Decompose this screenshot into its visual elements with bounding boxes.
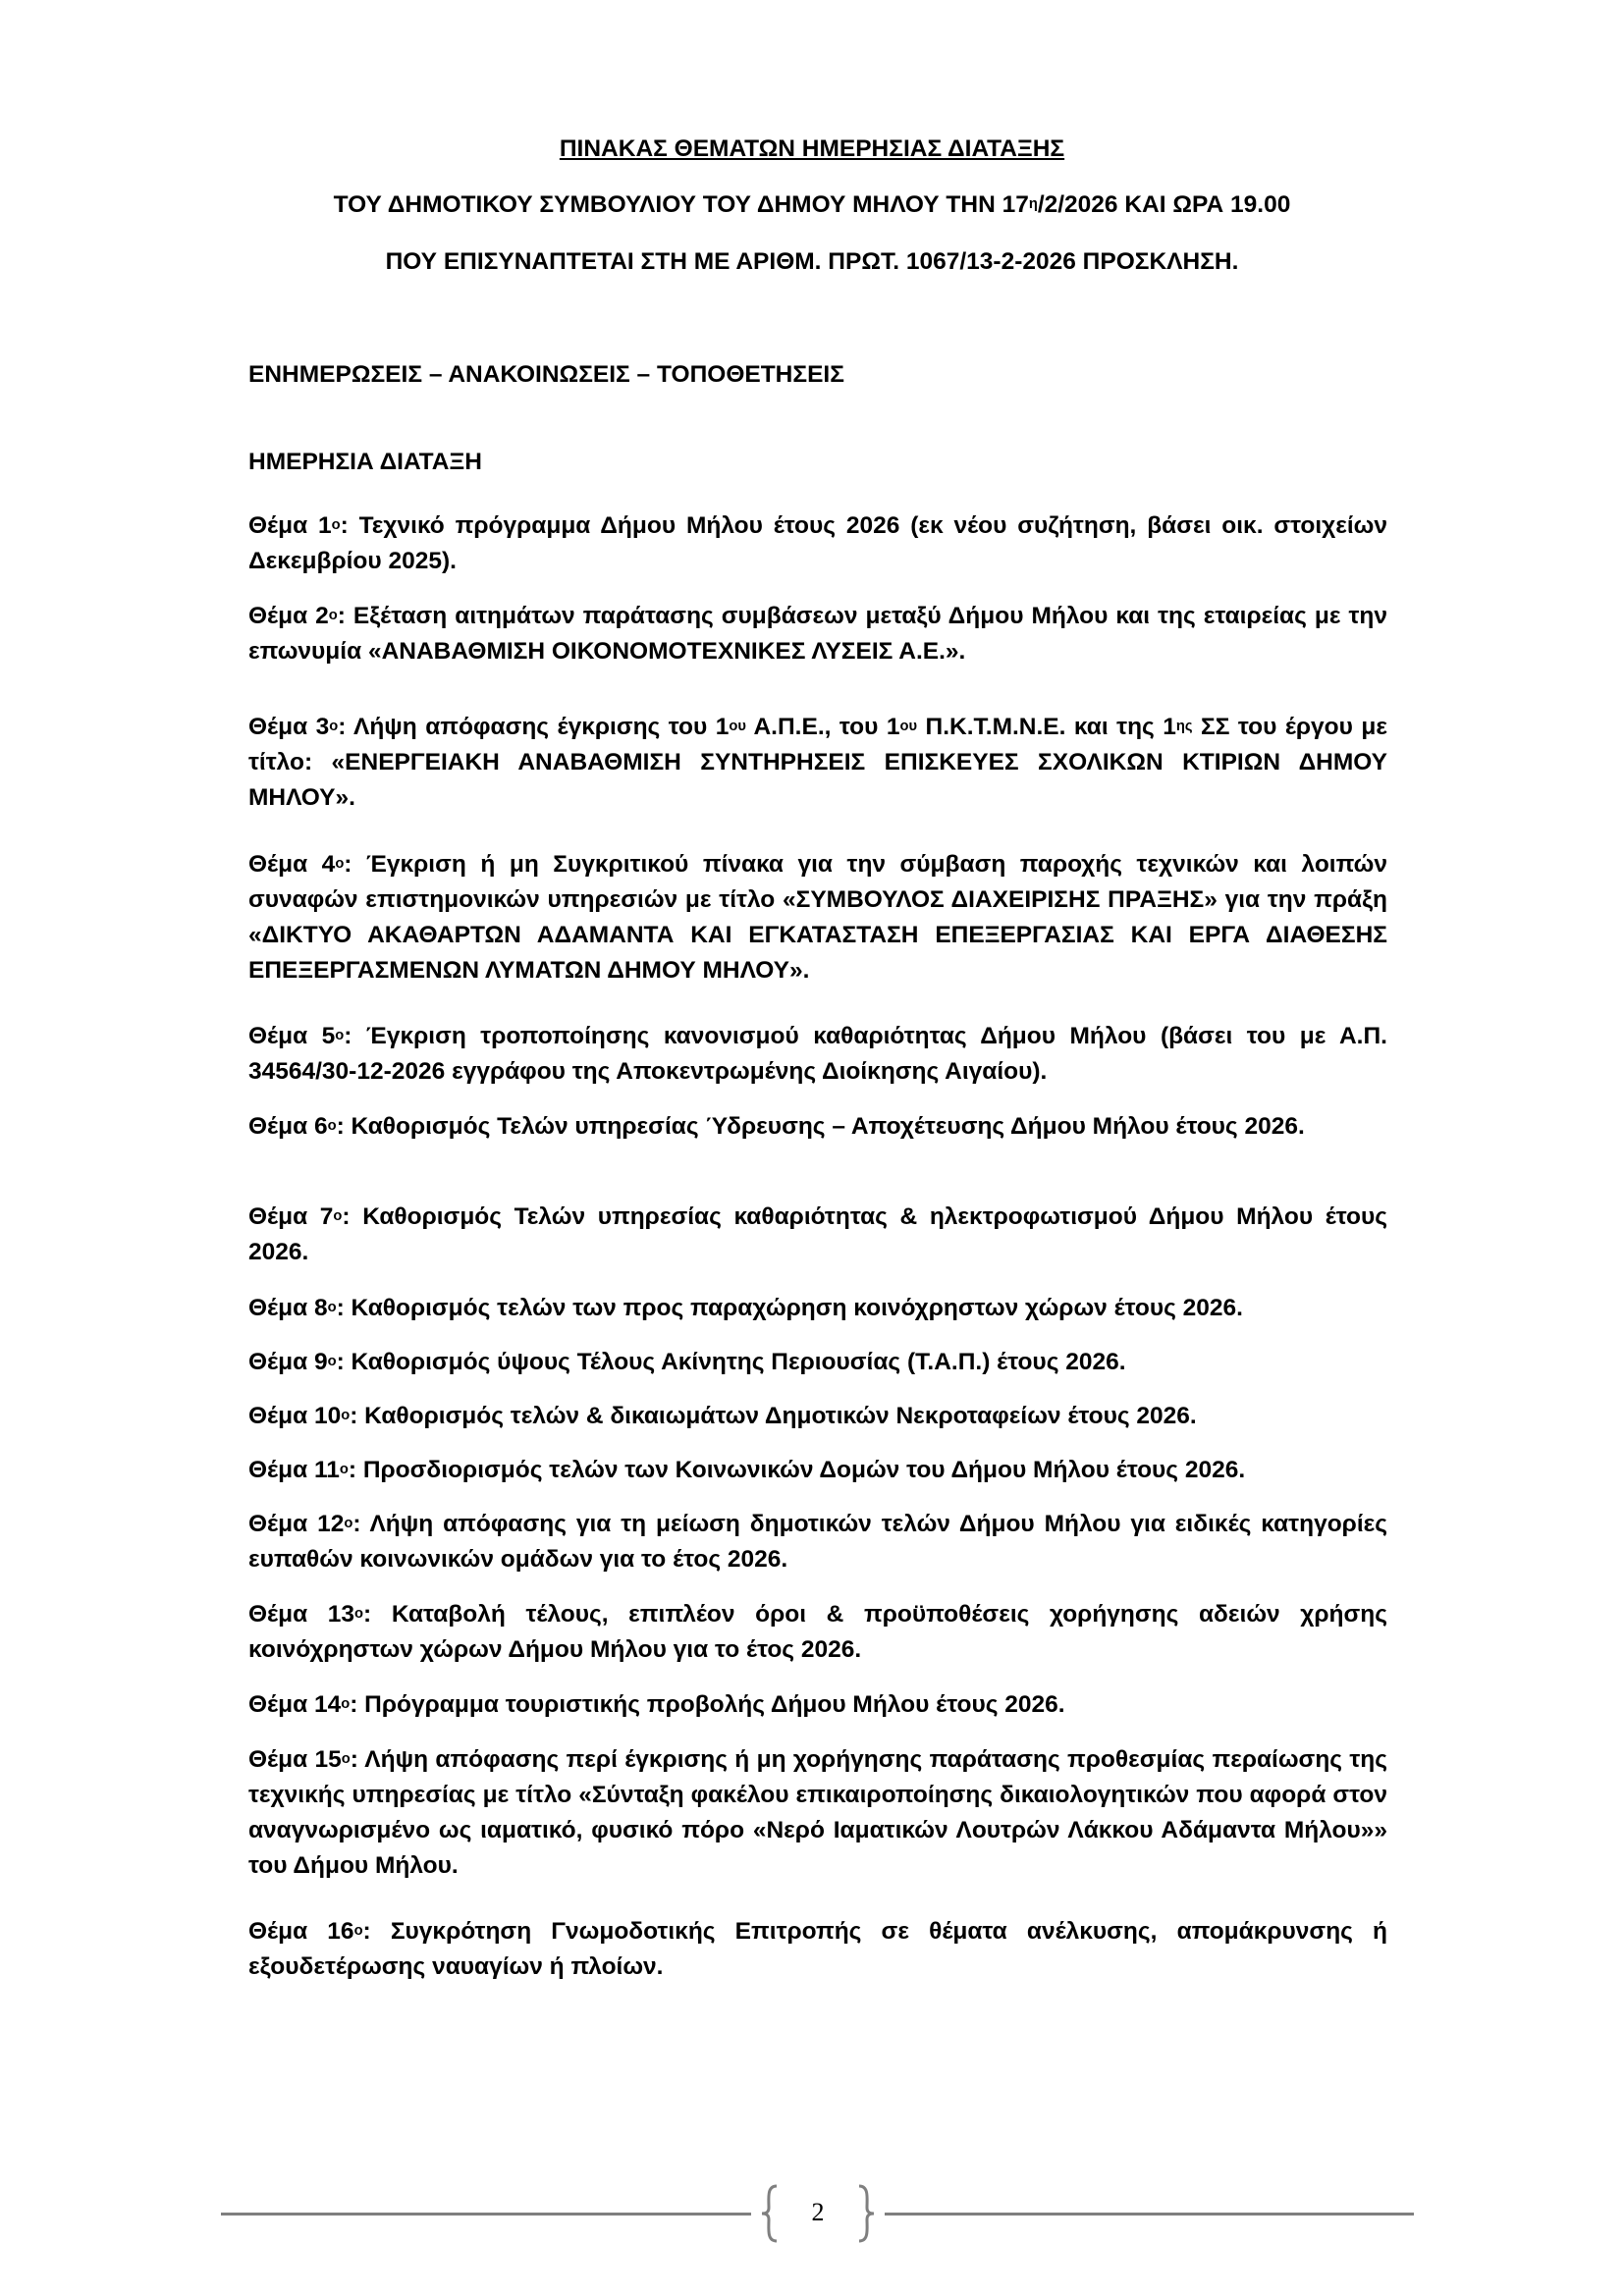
agenda-subject: [248, 1109, 1387, 1145]
subject-ordinal: ο: [327, 1354, 337, 1370]
agenda-subject: [248, 1200, 1387, 1270]
agenda-subject: [248, 1597, 1387, 1668]
subject-number: Θέμα 9: [248, 1349, 328, 1375]
footer-rule-right: [885, 2213, 1414, 2216]
meeting-line: [0, 190, 1624, 220]
subject-ordinal: ης: [1175, 719, 1193, 735]
subject-text: : Καθορισμός ύψους Τέλους Ακίνητης Περιουσίας (Τ.Α.Π.) έτους 2026.: [336, 1349, 1126, 1375]
meeting-line-date-time: /2/2026 ΚΑΙ ΩΡΑ 19.00: [1037, 191, 1291, 218]
subject-ordinal: ο: [339, 1462, 349, 1478]
agenda-subject: [248, 710, 1387, 816]
meeting-line-text: ΤΟΥ ΔΗΜΟΤΙΚΟΥ ΣΥΜΒΟΥΛΙΟΥ ΤΟΥ ΔΗΜΟΥ ΜΗΛΟΥ ΤΗΝ 17: [333, 191, 1029, 218]
subject-ordinal: ο: [327, 1300, 337, 1316]
subject-text: Π.Κ.Τ.Μ.Ν.Ε. και της 1: [917, 714, 1176, 740]
left-brace-icon: [759, 2184, 779, 2243]
agenda-subject: [248, 1019, 1387, 1090]
subject-number: Θέμα 5: [248, 1023, 336, 1049]
invitation-line: ΠΟΥ ΕΠΙΣΥΝΑΠΤΕΤΑΙ ΣΤΗ ΜΕ ΑΡΙΘΜ. ΠΡΩΤ. 1067/13-2-2026 ΠΡΟΣΚΛΗΣΗ.: [385, 248, 1239, 275]
section-announcements: ΕΝΗΜΕΡΩΣΕΙΣ – ΑΝΑΚΟΙΝΩΣΕΙΣ – ΤΟΠΟΘΕΤΗΣΕΙΣ: [248, 361, 844, 388]
subject-ordinal: ο: [329, 719, 339, 735]
subject-text: : Καθορισμός τελών & δικαιωμάτων Δημοτικών Νεκροταφείων έτους 2026.: [350, 1403, 1197, 1429]
subject-ordinal: ο: [335, 1028, 345, 1044]
subject-text: : Συγκρότηση Γνωμοδοτικής Επιτροπής σε θέματα ανέλκυσης, απομάκρυνσης ή εξουδετέρωσης ναυαγίων ή πλοίων.: [248, 1918, 1387, 1980]
subject-ordinal: ο: [344, 1516, 353, 1532]
subject-number: Θέμα 8: [248, 1295, 328, 1321]
subject-text: : Πρόγραμμα τουριστικής προβολής Δήμου Μήλου έτους 2026.: [350, 1691, 1065, 1718]
subject-text: : Λήψη απόφασης για τη μείωση δημοτικών τελών Δήμου Μήλου για ειδικές κατηγορίες ευπαθών κοινωνικών ομάδων για το έτος 2026.: [248, 1511, 1387, 1573]
subject-ordinal: ο: [327, 1118, 337, 1135]
subject-text: : Καθορισμός τελών των προς παραχώρηση κοινόχρηστων χώρων έτους 2026.: [336, 1295, 1243, 1321]
subject-ordinal: ο: [354, 1606, 364, 1623]
meeting-line-superscript: η: [1028, 196, 1038, 213]
subject-number: Θέμα 14: [248, 1691, 342, 1718]
agenda-subject: [248, 1914, 1387, 1985]
subject-number: Θέμα 16: [248, 1918, 354, 1945]
subject-number: Θέμα 3: [248, 714, 330, 740]
subject-ordinal: ο: [328, 608, 338, 624]
agenda-subject: [248, 847, 1387, 988]
agenda-subject: [248, 1687, 1387, 1723]
page-number: 2: [811, 2198, 825, 2226]
subject-text: : Καταβολή τέλους, επιπλέον όροι & προϋποθέσεις χορήγησης αδειών χρήσης κοινόχρηστων χώρων Δήμου Μήλου για το έτος 2026.: [248, 1601, 1387, 1663]
subject-text: : Λήψη απόφασης έγκρισης του 1: [338, 714, 730, 740]
subject-number: Θέμα 6: [248, 1113, 328, 1140]
subject-ordinal: ου: [729, 719, 746, 735]
agenda-subject: [248, 1453, 1387, 1488]
subject-number: Θέμα 11: [248, 1457, 340, 1483]
subject-ordinal: ο: [341, 1408, 351, 1424]
subject-text: : Καθορισμός Τελών υπηρεσίας καθαριότητας & ηλεκτροφωτισμού Δήμου Μήλου έτους 2026.: [248, 1203, 1387, 1265]
page-footer: [221, 2184, 1414, 2243]
right-brace-icon: [857, 2184, 877, 2243]
subject-number: Θέμα 10: [248, 1403, 342, 1429]
subject-number: Θέμα 2: [248, 603, 329, 629]
subject-ordinal: ο: [335, 856, 345, 873]
subject-ordinal: ο: [353, 1923, 363, 1940]
subject-text: Α.Π.Ε., του 1: [745, 714, 900, 740]
subject-ordinal: ο: [333, 1208, 343, 1225]
subject-ordinal: ο: [341, 1696, 351, 1713]
agenda-subject: [248, 508, 1387, 579]
subject-number: Θέμα 1: [248, 512, 332, 539]
subject-text: : Έγκριση τροποποίησης κανονισμού καθαριότητας Δήμου Μήλου (βάσει του με Α.Π. 34564/30-12-2026 εγγράφου της Αποκεντρωμένης Διοίκησης Αιγαίου).: [248, 1023, 1387, 1085]
agenda-subject: [248, 599, 1387, 669]
subject-ordinal: ο: [331, 517, 341, 534]
agenda-subject: [248, 1399, 1387, 1434]
subject-text: : Καθορισμός Τελών υπηρεσίας Ύδρευσης – Αποχέτευσης Δήμου Μήλου έτους 2026.: [336, 1113, 1305, 1140]
agenda-subject: [248, 1742, 1387, 1884]
subject-number: Θέμα 13: [248, 1601, 355, 1628]
subject-number: Θέμα 12: [248, 1511, 345, 1537]
subject-text: : Τεχνικό πρόγραμμα Δήμου Μήλου έτους 2026 (εκ νέου συζήτηση, βάσει οικ. στοιχείων Δεκεμβρίου 2025).: [248, 512, 1387, 574]
subject-number: Θέμα 15: [248, 1746, 342, 1773]
agenda-subject: [248, 1345, 1387, 1380]
footer-rule-left: [221, 2213, 751, 2216]
subject-text: : Προσδιορισμός τελών των Κοινωνικών Δομών του Δήμου Μήλου έτους 2026.: [348, 1457, 1246, 1483]
agenda-subject: [248, 1291, 1387, 1326]
subject-ordinal: ο: [341, 1751, 351, 1768]
agenda-subject: [248, 1507, 1387, 1577]
document-title: ΠΙΝΑΚΑΣ ΘΕΜΑΤΩΝ ΗΜΕΡΗΣΙΑΣ ΔΙΑΤΑΞΗΣ: [559, 135, 1065, 162]
subject-number: Θέμα 7: [248, 1203, 334, 1230]
subject-text: ΣΣ του έργου με τίτλο: «ΕΝΕΡΓΕΙΑΚΗ ΑΝΑΒΑΘΜΙΣΗ ΣΥΝΤΗΡΗΣΕΙΣ ΕΠΙΣΚΕΥΕΣ ΣΧΟΛΙΚΩΝ ΚΤΙΡΙΩΝ ΔΗΜΟΥ ΜΗΛΟΥ».: [248, 714, 1387, 811]
subject-text: : Έγκριση ή μη Συγκριτικού πίνακα για την σύμβαση παροχής τεχνικών και λοιπών συναφών επιστημονικών υπηρεσιών με τίτλο «ΣΥΜΒΟΥΛΟΣ ΔΙΑΧΕΙΡΙΣΗΣ ΠΡΑΞΗΣ» για την πράξη «ΔΙΚΤΥΟ ΑΚΑΘΑΡΤΩΝ ΑΔΑΜΑΝΤΑ ΚΑΙ ΕΓΚΑΤΑΣΤΑΣΗ ΕΠΕΞΕΡΓΑΣΙΑΣ ΚΑΙ ΕΡΓΑ ΔΙΑΘΕΣΗΣ ΕΠΕΞΕΡΓΑΣΜΕΝΩΝ ΛΥΜΑΤΩΝ ΔΗΜΟΥ ΜΗΛΟΥ».: [248, 851, 1387, 984]
subject-text: : Εξέταση αιτημάτων παράτασης συμβάσεων μεταξύ Δήμου Μήλου και της εταιρείας με την επωνυμία «ΑΝΑΒΑΘΜΙΣΗ ΟΙΚΟΝΟΜΟΤΕΧΝΙΚΕΣ ΛΥΣΕΙΣ Α.Ε.».: [248, 603, 1387, 665]
subject-text: : Λήψη απόφασης περί έγκρισης ή μη χορήγησης παράτασης προθεσμίας περαίωσης της τεχνικής υπηρεσίας με τίτλο «Σύνταξη φακέλου επικαιροποίησης δικαιολογητικών που αφορά στον αναγνωρισμένο ως ιαματικό, φυσικό πόρο «Νερό Ιαματικών Λουτρών Λάκκου Αδάμαντα Μήλου»» του Δήμου Μήλου.: [248, 1746, 1387, 1879]
subject-ordinal: ου: [899, 719, 918, 735]
subject-number: Θέμα 4: [248, 851, 336, 878]
section-agenda: ΗΜΕΡΗΣΙΑ ΔΙΑΤΑΞΗ: [248, 449, 482, 475]
